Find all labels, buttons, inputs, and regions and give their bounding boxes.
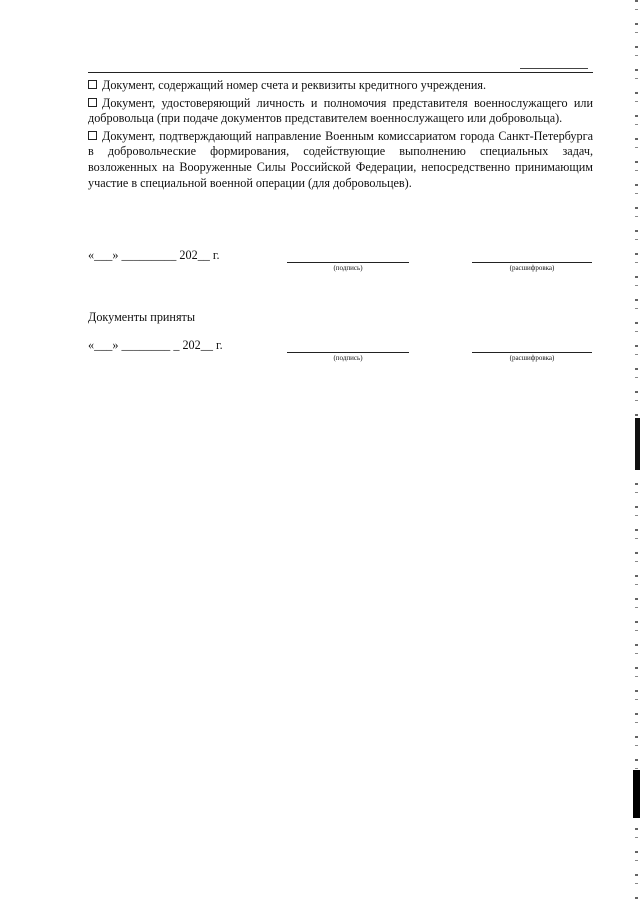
checklist-item-text: Документ, подтверждающий направление Военным комиссариатом города Санкт-Петербурга в добровольческие формирования, содействующие выполнению специальных задач, возложенных на Вооруженные Силы Российской Федерации, непосредственно принимающим участие в специальной военной операции (для добровольцев). (88, 128, 593, 190)
top-rule-tick (520, 68, 588, 69)
checkbox-icon[interactable] (88, 80, 97, 89)
checkbox-icon[interactable] (88, 98, 97, 107)
signature-line[interactable] (287, 262, 409, 263)
document-checklist (88, 78, 593, 193)
signature-line[interactable] (287, 352, 409, 353)
decryption-caption: (расшифровка) (509, 264, 555, 272)
signature-caption: (подпись) (333, 264, 363, 272)
checkbox-icon[interactable] (88, 131, 97, 140)
scan-edge-artifact (635, 418, 640, 470)
scan-edge-artifact (633, 770, 640, 818)
decryption-line[interactable] (472, 352, 592, 353)
signature-row-applicant (0, 248, 640, 278)
decryption-caption: (расшифровка) (509, 354, 555, 362)
decryption-line[interactable] (472, 262, 592, 263)
checklist-item (88, 78, 593, 94)
checklist-item-text: Документ, содержащий номер счета и реквизиты кредитного учреждения. (102, 78, 487, 92)
date-field[interactable]: «___» ________ _ 202__ г. (88, 338, 223, 352)
documents-accepted-label: Документы приняты (88, 310, 196, 324)
checklist-item (88, 96, 593, 127)
top-rule (88, 72, 593, 73)
checklist-item (88, 129, 593, 191)
date-field[interactable]: «___» _________ 202__ г. (88, 248, 220, 262)
signature-row-receiver (0, 338, 640, 368)
signature-caption: (подпись) (333, 354, 363, 362)
checklist-item-text: Документ, удостоверяющий личность и полномочия представителя военнослужащего или добровольца (при подаче документов представителем военнослужащего или добровольца). (88, 95, 593, 126)
